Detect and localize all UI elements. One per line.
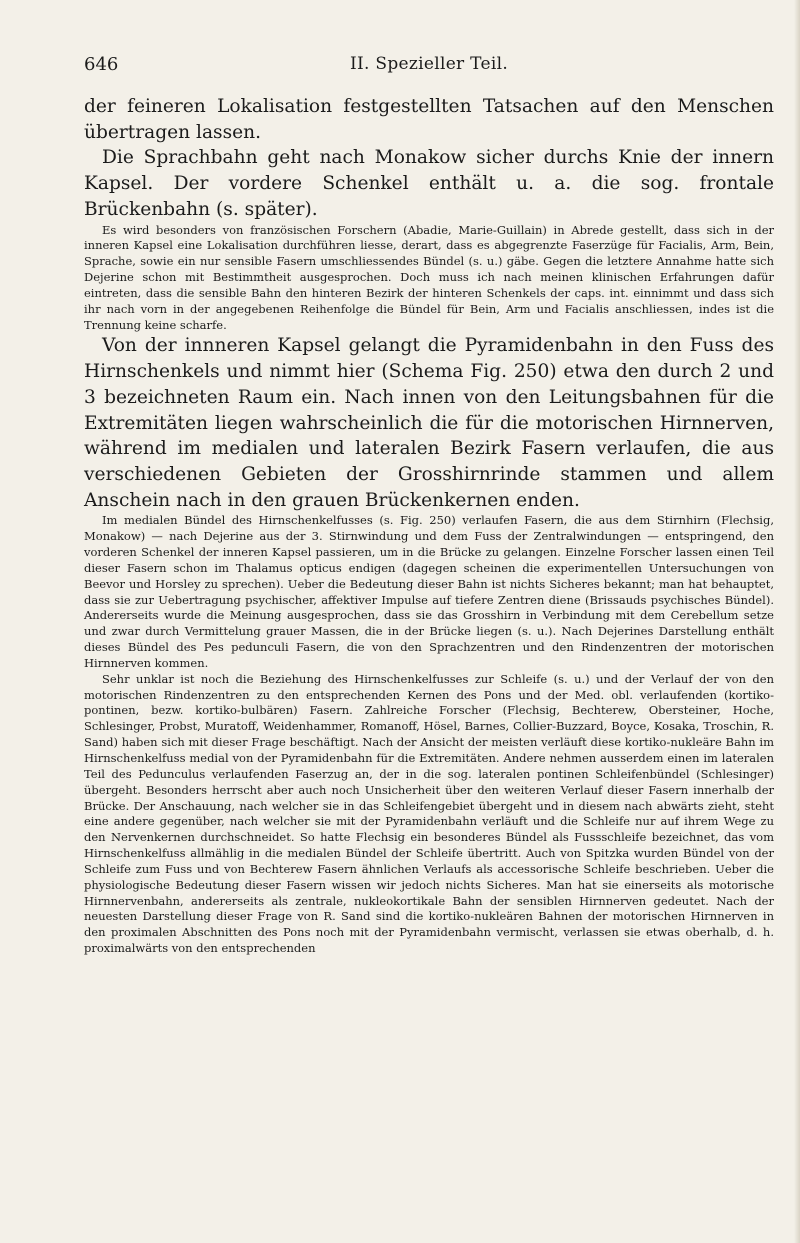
paragraph-continuation: der feineren Lokalisation festgestellten Tatsachen auf den Menschen übertragen lassen. [84, 96, 774, 143]
page-number: 646 [84, 54, 119, 75]
note-schleife: Sehr unklar ist noch die Beziehung des Hirnschenkelfusses zur Schleife (s. u.) und der Verlauf der von den motorischen Rindenzentren zu den entsprechenden Kernen des Pons und der Med. obl. verlaufenden (kortiko-pontinen, bezw. kortiko-bulbären) Fasern. Zahlreiche Forscher (Flechsig, Bechterew, Obersteiner, Hoche, Schlesinger, Probst, Muratoff, Weidenhammer, Romanoff, Hösel, Barnes, Collier-Buzzard, Boyce, Kosaka, Troschin, R. Sand) haben sich mit dieser Frage beschäftigt. Nach der Ansicht der meisten verläuft diese kortiko-nukleäre Bahn im Hirnschenkelfuss medial von der Pyramidenbahn für die Extremitäten. Andere nehmen ausserdem einen im lateralen Teil des Pedunculus verlaufenden Faserzug an, der in die sog. lateralen pontinen Schleifenbündel (Schlesinger) übergeht. Besonders herrscht aber auch noch Unsicherheit über den weiteren Verlauf dieser Fasern innerhalb der Brücke. Der Anschauung, nach welcher sie in das Schleifengebiet übergeht und in diesem nach abwärts zieht, steht eine andere gegenüber, nach welcher sie mit der Pyramidenbahn verläuft und die Schleife nur auf ihrem Wege zu den Nervenkernen durchschneidet. So hatte Flechsig ein besonderes Bündel als Fussschleife bezeichnet, das vom Hirnschenkelfuss allmählig in die medialen Bündel der Schleife übertritt. Auch von Spitzka wurden Bündel von der Schleife zum Fuss und von Bechterew Fasern ähnlichen Verlaufs als accessorische Schleife beschrieben. Ueber die physiologische Bedeutung dieser Fasern wissen wir jedoch nichts Sicheres. Man hat sie einerseits als motorische Hirnnervenbahn, andererseits als zentrale, nukleokortikale Bahn der sensiblen Hirnnerven gedeutet. Nach der neuesten Darstellung dieser Frage von R. Sand sind die kortiko-nukleären Bahnen der motorischen Hirnnerven in den proximalen Abschnitten des Pons noch mit der Pyramidenbahn vermischt, verlassen sie etwas oberhalb, d. h. proximalwärts von den entsprechenden [84, 671, 774, 956]
running-title: II. Spezieller Teil. [349, 54, 509, 74]
note-lokalisation: Es wird besonders von französischen Forschern (Abadie, Marie-Guillain) in Abrede gestellt, dass sich in der inneren Kapsel eine Lokalisation durchführen liesse, derart, dass es abgegrenzte Faserzüge für Facialis, Arm, Bein, Sprache, sowie ein nur sensible Fasern umschliessendes Bündel (s. u.) gäbe. Gegen die letztere Annahme hatte sich Dejerine schon mit Bestimmtheit ausgesprochen. Doch muss ich nach meinen klinischen Erfahrungen dafür eintreten, dass die sensible Bahn den hinteren Bezirk der hinteren Schenkels der caps. int. einnimmt und dass sich ihr nach vorn in der angegebenen Reihenfolge die Bündel für Bein, Arm und Facialis anschliessen, indes ist die Trennung keine scharfe. [84, 222, 774, 332]
page-edge-shadow [794, 0, 800, 1243]
paragraph-sprachbahn: Die Sprachbahn geht nach Monakow sicher durchs Knie der innern Kapsel. Der vordere Schenkel enthält u. a. die sog. frontale Brückenbahn (s. später). [84, 147, 774, 220]
paragraph-pyramidenbahn: Von der innneren Kapsel gelangt die Pyramidenbahn in den Fuss des Hirnschenkels und nimmt hier (Schema Fig. 250) etwa den durch 2 und 3 bezeichneten Raum ein. Nach innen von den Leitungsbahnen für die Extremitäten liegen wahrscheinlich die für die motorischen Hirnnerven, während im medialen und lateralen Bezirk Fasern verlaufen, die aus verschiedenen Gebieten der Grosshirnrinde stammen und allem Anschein nach in den grauen Brückenkernen enden. [84, 335, 774, 511]
note-mediales-buendel: Im medialen Bündel des Hirnschenkelfusses (s. Fig. 250) verlaufen Fasern, die aus dem Stirnhirn (Flechsig, Monakow) — nach Dejerine aus der 3. Stirnwindung und dem Fuss der Zentralwindungen — entspringend, den vorderen Schenkel der inneren Kapsel passieren, um in die Brücke zu gelangen. Einzelne Forscher lassen einen Teil dieser Fasern schon im Thalamus opticus endigen (dagegen scheinen die experimentellen Untersuchungen von Beevor und Horsley zu sprechen). Ueber die Bedeutung dieser Bahn ist nichts Sicheres bekannt; man hat behauptet, dass sie zur Uebertragung psychischer, affektiver Impulse auf tiefere Zentren diene (Brissauds psychisches Bündel). Andererseits wurde die Meinung ausgesprochen, dass sie das Grosshirn in Verbindung mit dem Cerebellum setze und zwar durch Vermittelung grauer Massen, die in der Brücke liegen (s. u.). Nach Dejerines Darstellung enthält dieses Bündel des Pes pedunculi Fasern, die von den Sprachzentren und den Rindenzentren der motorischen Hirnnerven kommen. [84, 513, 774, 670]
page-body [84, 94, 774, 957]
page-header [84, 54, 774, 82]
